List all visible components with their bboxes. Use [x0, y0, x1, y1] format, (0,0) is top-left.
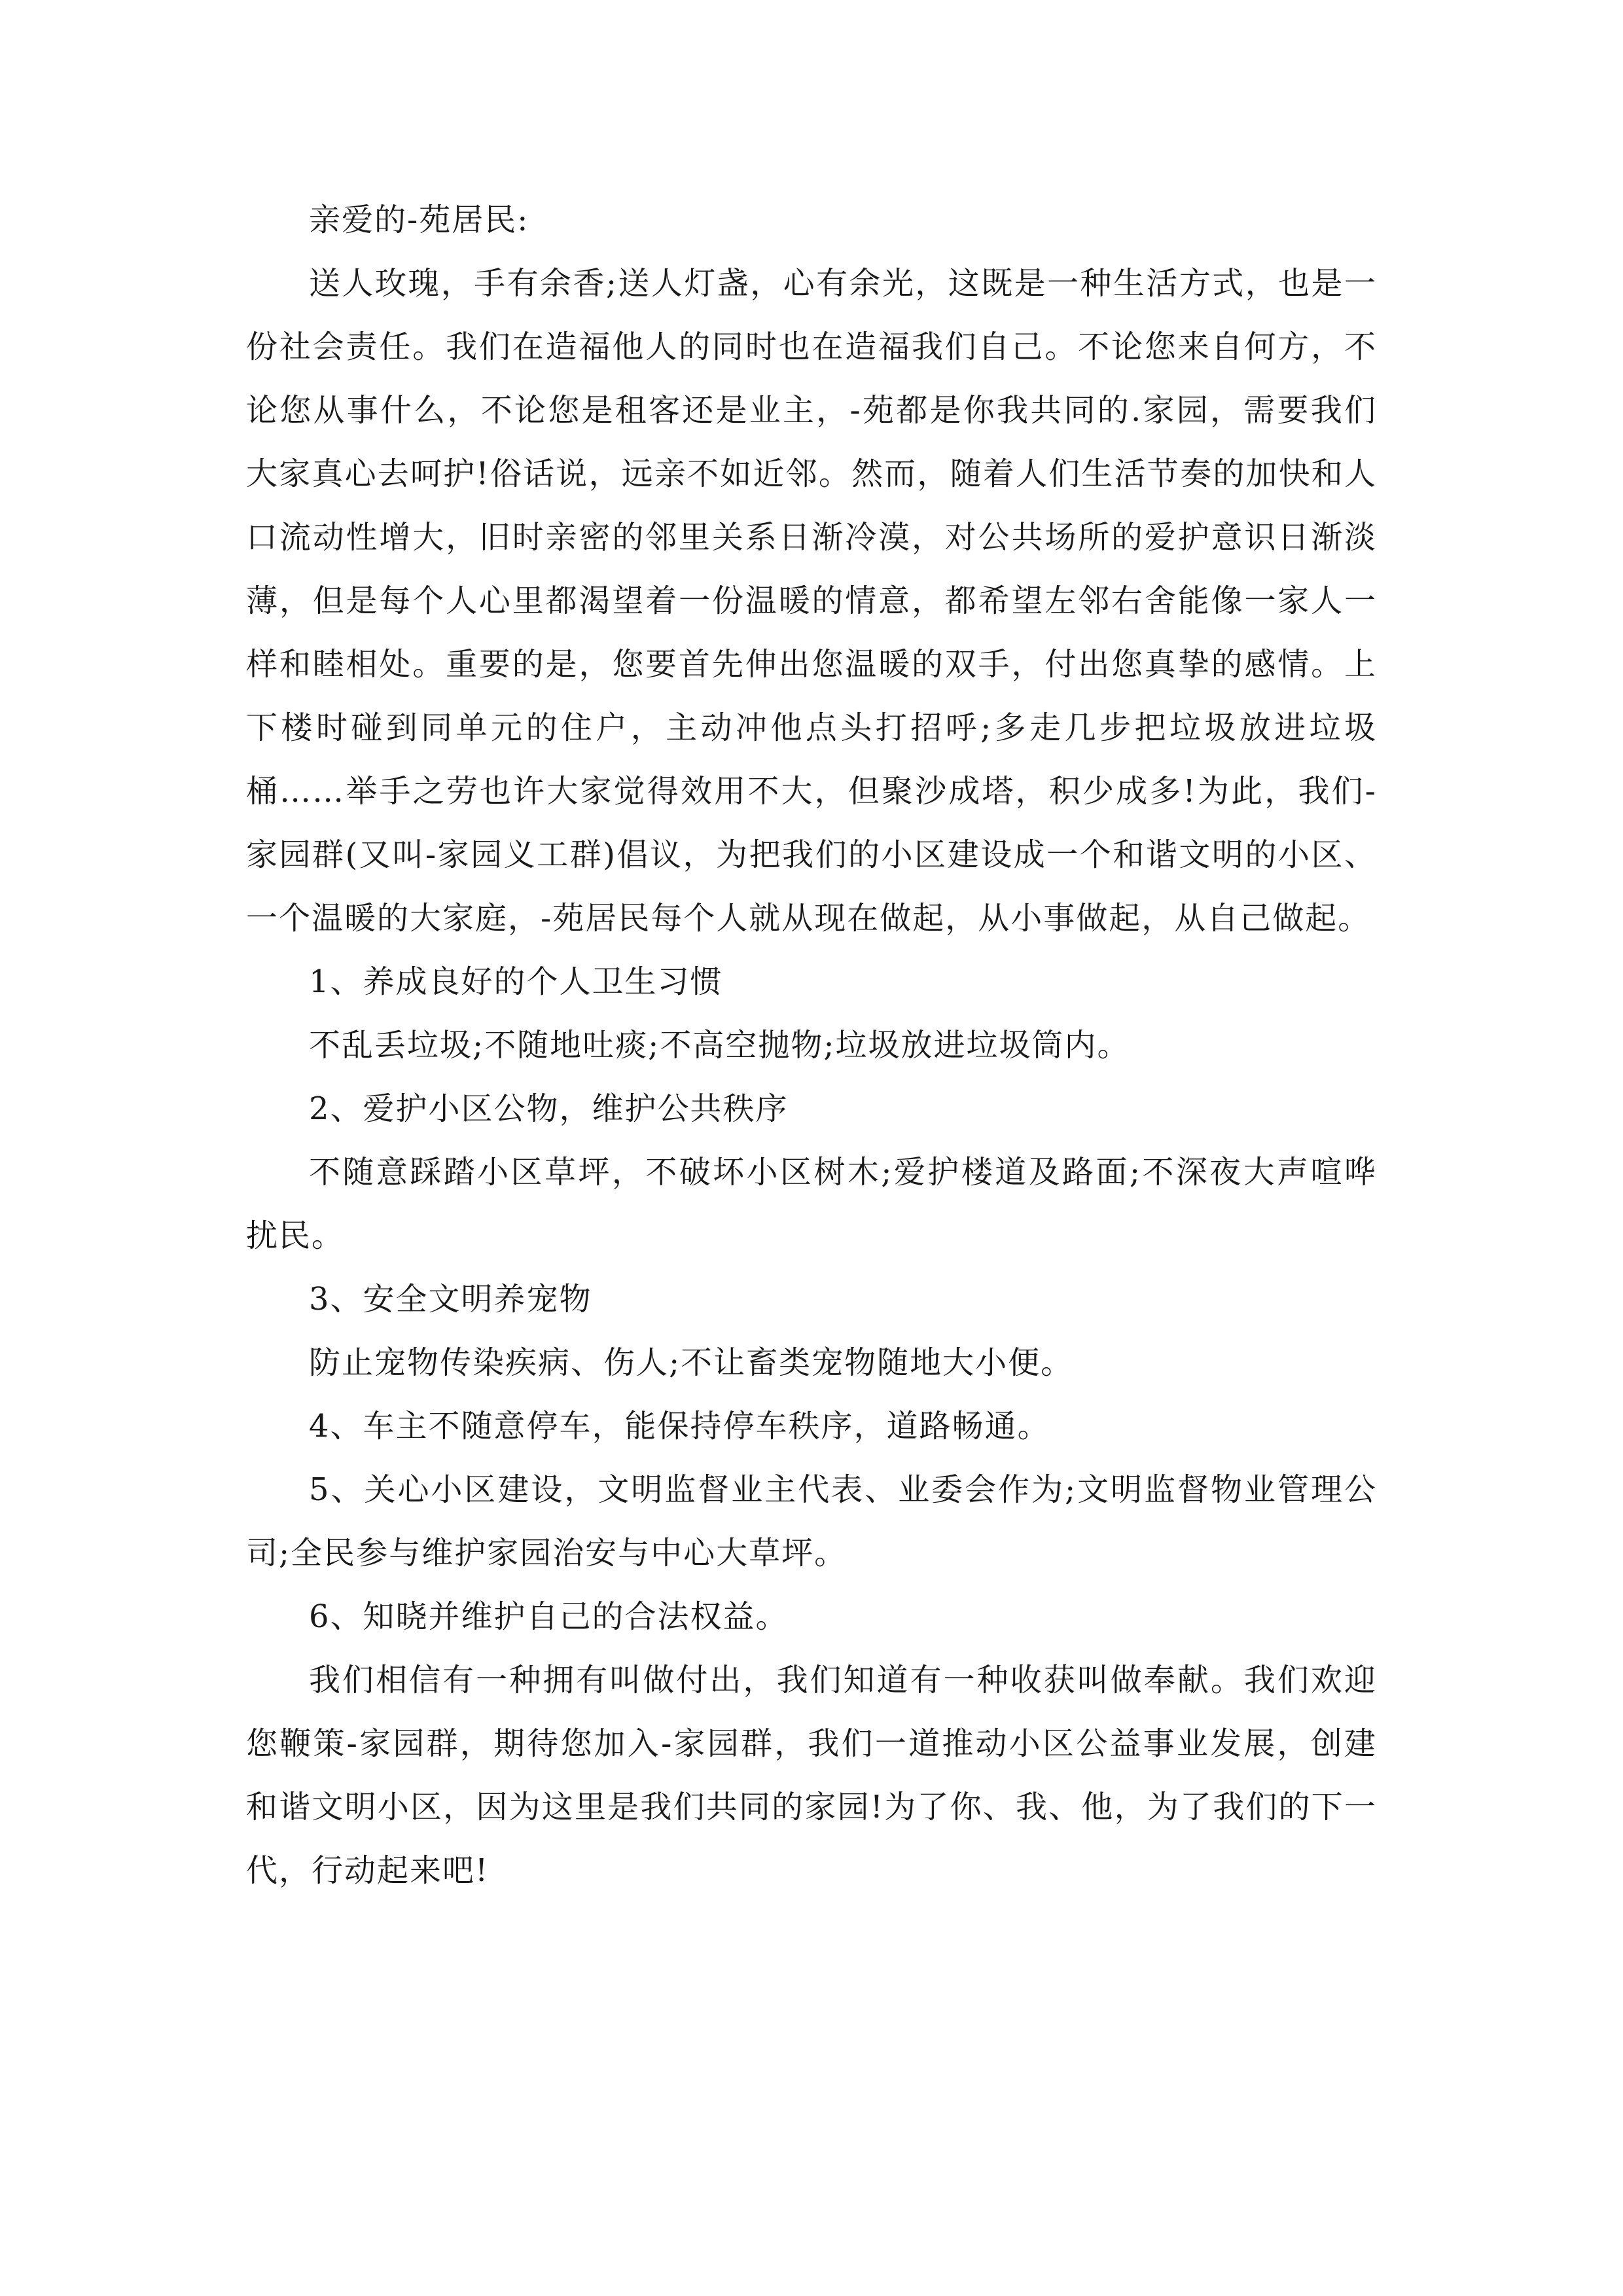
document-page	[246, 188, 1377, 1903]
item-3-body: 防止宠物传染疾病、伤人;不让畜类宠物随地大小便。	[309, 1344, 1074, 1381]
item-1-body: 不乱丢垃圾;不随地吐痰;不高空抛物;垃圾放进垃圾筒内。	[309, 1027, 1130, 1064]
item-5-heading: 5、关心小区建设，文明监督业主代表、业委会作为;文明监督物业管理公司;全民参与维护家园治安与中心大草坪。	[246, 1471, 1377, 1571]
intro-paragraph: 送人玫瑰，手有余香;送人灯盏，心有余光，这既是一种生活方式，也是一份社会责任。我们在造福他人的同时也在造福我们自己。不论您来自何方，不论您从事什么，不论您是租客还是业主，-苑都是你我共同的.家园，需要我们大家真心去呵护!俗话说，远亲不如近邻。然而，随着人们生活节奏的加快和人口流动性增大，旧时亲密的邻里关系日渐冷漠，对公共场所的爱护意识日渐淡薄，但是每个人心里都渴望着一份温暖的情意，都希望左邻右舍能像一家人一样和睦相处。重要的是，您要首先伸出您温暖的双手，付出您真挚的感情。上下楼时碰到同单元的住户，主动冲他点头打招呼;多走几步把垃圾放进垃圾桶……举手之劳也许大家觉得效用不大，但聚沙成塔，积少成多!为此，我们-家园群(又叫-家园义工群)倡议，为把我们的小区建设成一个和谐文明的小区、一个温暖的大家庭，-苑居民每个人就从现在做起，从小事做起，从自己做起。	[246, 265, 1377, 937]
item-4-heading: 4、车主不随意停车，能保持停车秩序，道路畅通。	[309, 1408, 1050, 1444]
item-1-heading: 1、养成良好的个人卫生习惯	[309, 963, 723, 1000]
closing-paragraph: 我们相信有一种拥有叫做付出，我们知道有一种收获叫做奉献。我们欢迎您鞭策-家园群，期待您加入-家园群，我们一道推动小区公益事业发展，创建和谐文明小区，因为这里是我们共同的家园!为了你、我、他，为了我们的下一代，行动起来吧!	[246, 1662, 1377, 1889]
item-2-body: 不随意踩踏小区草坪，不破坏小区树木;爱护楼道及路面;不深夜大声喧哗扰民。	[246, 1154, 1377, 1254]
item-3-heading: 3、安全文明养宠物	[309, 1281, 592, 1318]
item-6-heading: 6、知晓并维护自己的合法权益。	[309, 1598, 789, 1635]
salutation: 亲爱的-苑居民:	[309, 202, 529, 238]
item-2-heading: 2、爱护小区公物，维护公共秩序	[309, 1090, 789, 1127]
